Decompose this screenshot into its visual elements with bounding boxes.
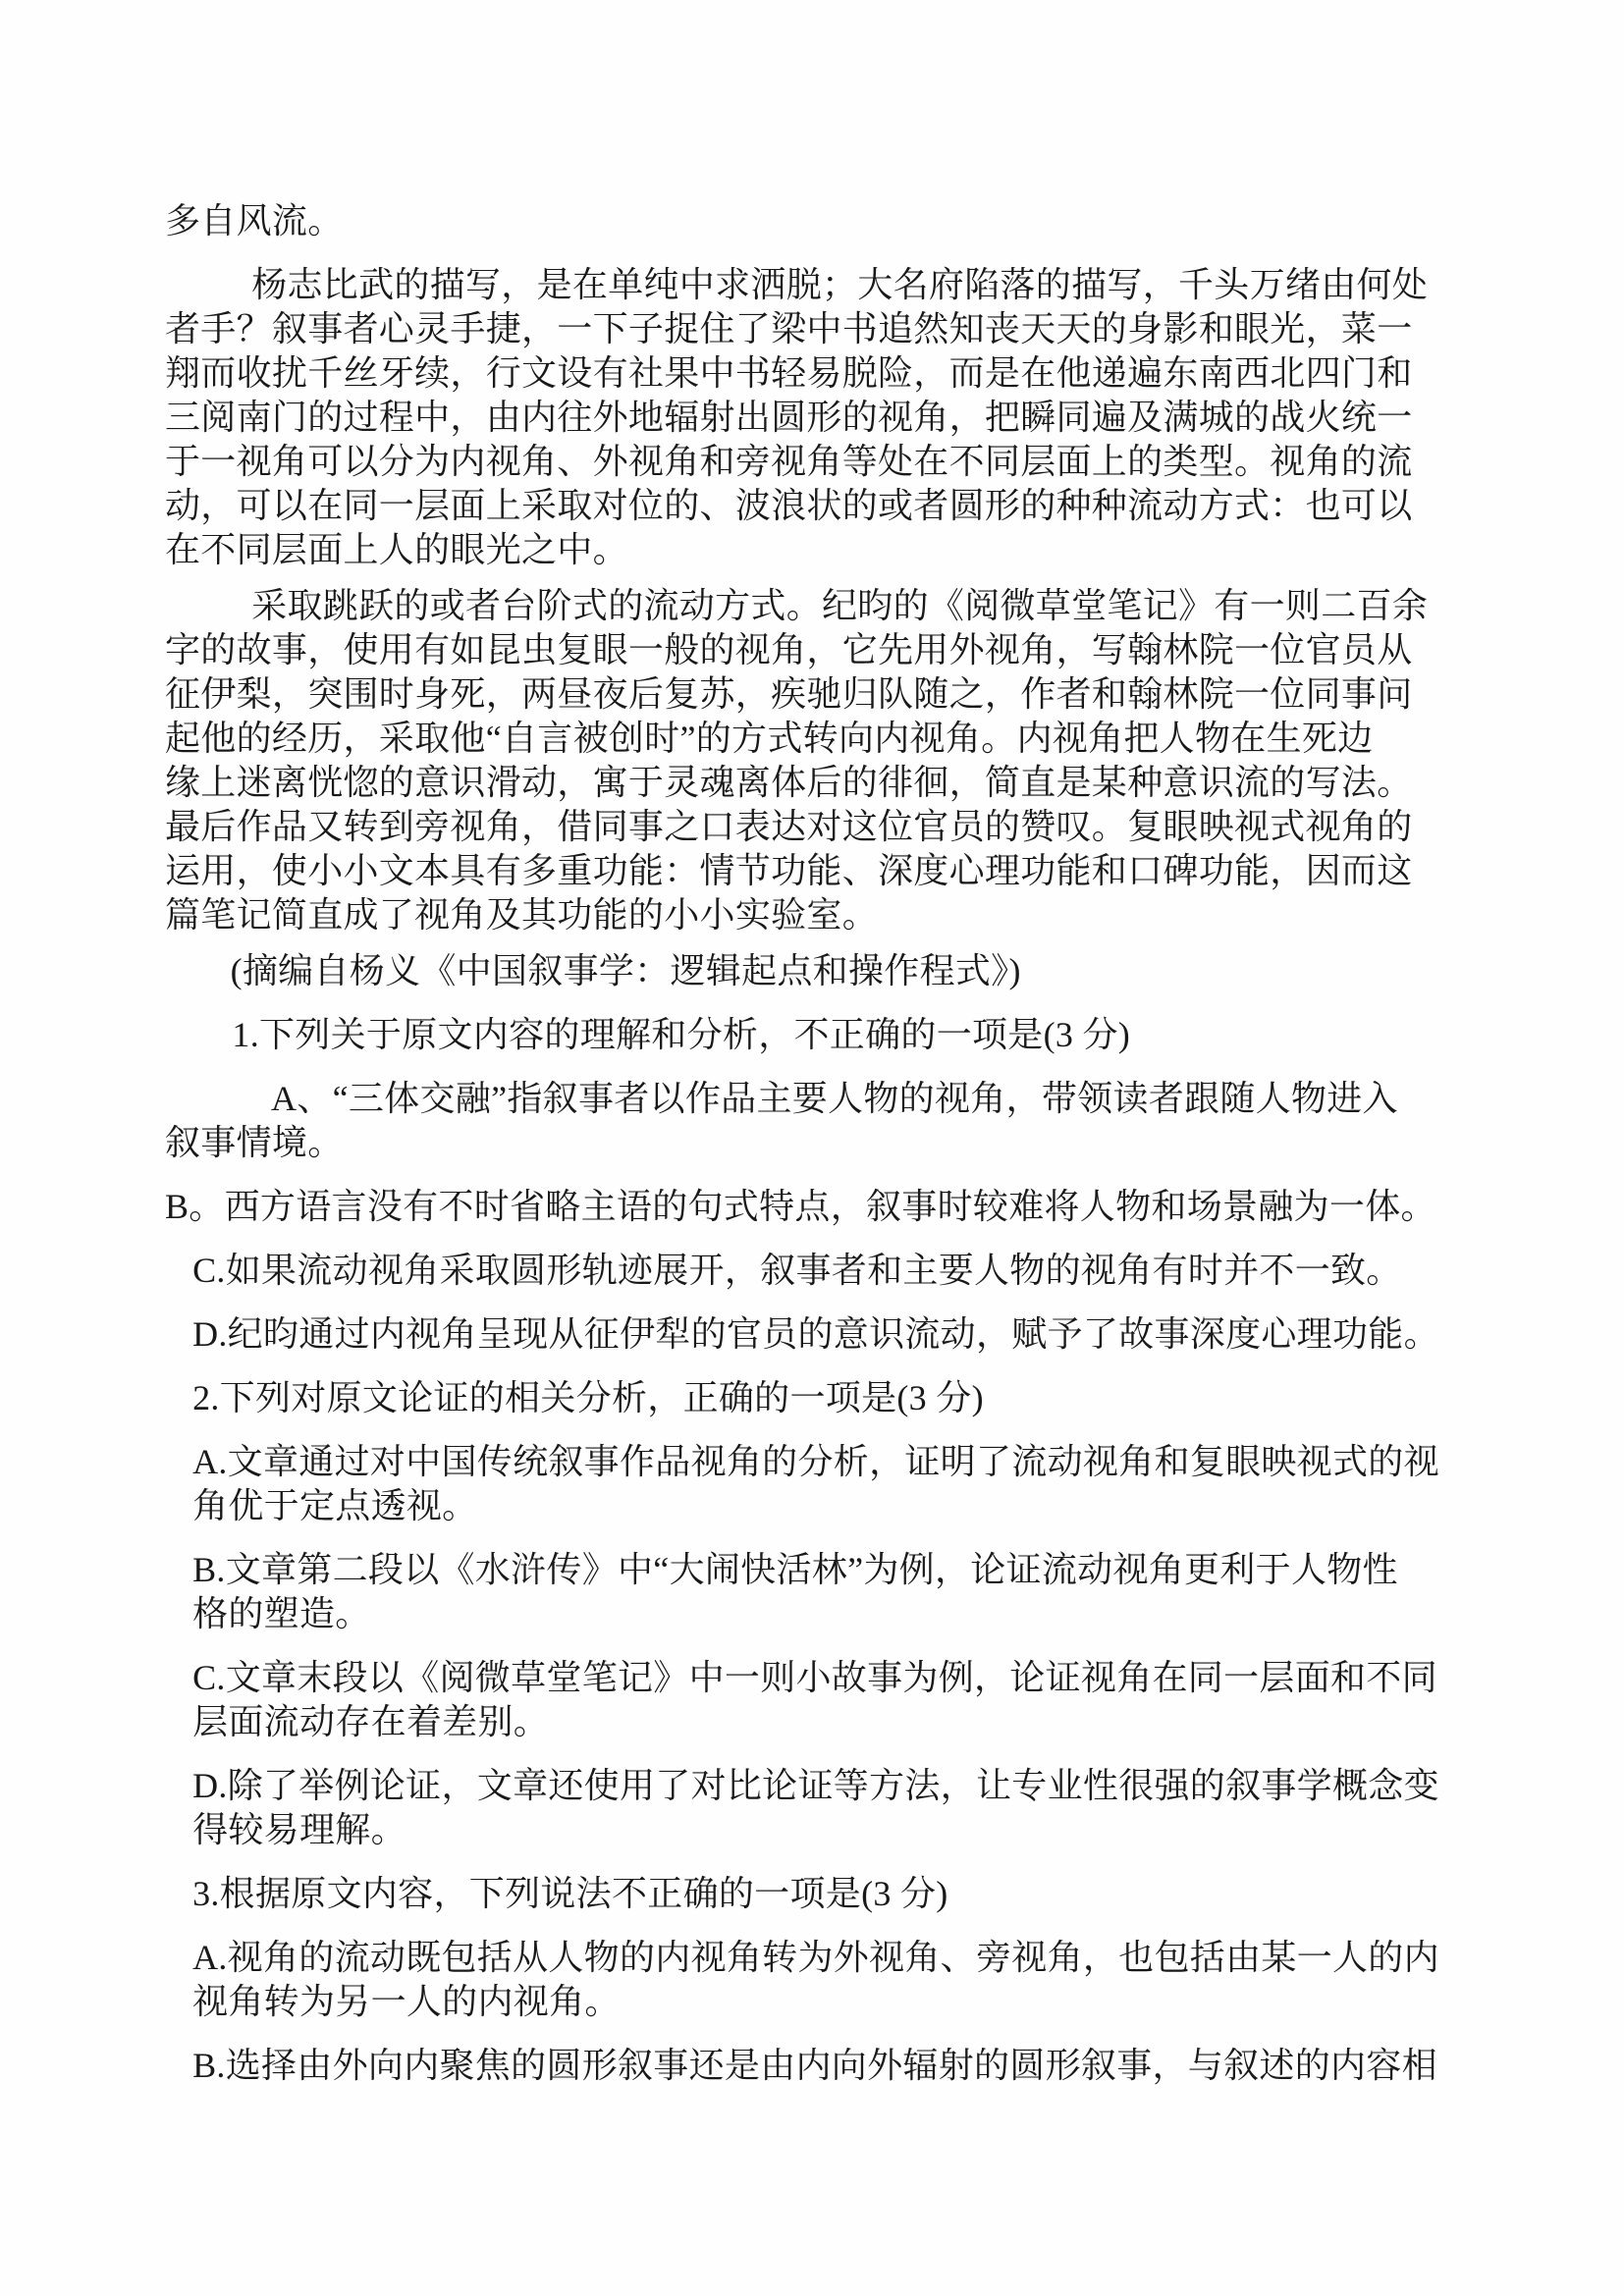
option-line: 得较易理解。 bbox=[192, 1810, 406, 1849]
option-line: D.除了举例论证，文章还使用了对比论证等方法，让专业性很强的叙事学概念变 bbox=[192, 1766, 1439, 1805]
option-line: A.文章通过对中国传统叙事作品视角的分析，证明了流动视角和复眼映视式的视 bbox=[192, 1442, 1439, 1481]
option-line: A、“三体交融”指叙事者以作品主要人物的视角，带领读者跟随人物进入 bbox=[271, 1079, 1398, 1118]
question-2-option-d bbox=[165, 1764, 1477, 1852]
question-1-option-a bbox=[165, 1077, 1477, 1165]
text-line: 动，可以在同一层面上采取对位的、波浪状的或者圆形的种种流动方式：也可以 bbox=[165, 486, 1413, 525]
question-1-option-d: D.纪昀通过内视角呈现从征伊犁的官员的意识流动，赋予了故事深度心理功能。 bbox=[192, 1314, 1439, 1354]
question-3-stem: 3.根据原文内容，下列说法不正确的一项是(3 分) bbox=[192, 1874, 948, 1913]
question-3-option-a bbox=[165, 1936, 1477, 2024]
question-2-stem: 2.下列对原文论证的相关分析，正确的一项是(3 分) bbox=[192, 1378, 984, 1417]
text-line: 篇笔记简直成了视角及其功能的小小实验室。 bbox=[165, 895, 879, 934]
option-line: 视角转为另一人的内视角。 bbox=[192, 1982, 621, 2021]
option-line: 格的塑造。 bbox=[192, 1594, 371, 1633]
text-line: 缘上迷离恍惚的意识滑动，寓于灵魂离体后的徘徊，简直是某种意识流的写法。 bbox=[165, 763, 1413, 802]
option-line: 角优于定点透视。 bbox=[192, 1486, 478, 1525]
question-2-option-b bbox=[165, 1548, 1477, 1636]
option-line: 层面流动存在着差别。 bbox=[192, 1702, 550, 1741]
question-1-stem: 1.下列关于原文内容的理解和分析，不正确的一项是(3 分) bbox=[232, 1015, 1131, 1054]
question-2-option-a bbox=[165, 1440, 1477, 1528]
paragraph-fragment-line: 多自风流。 bbox=[165, 201, 344, 240]
text-line: 于一视角可以分为内视角、外视角和旁视角等处在不同层面上的类型。视角的流 bbox=[165, 442, 1413, 481]
option-line: B.文章第二段以《水浒传》中“大闹快活林”为例，论证流动视角更利于人物性 bbox=[192, 1550, 1398, 1589]
question-1-option-c: C.如果流动视角采取圆形轨迹展开，叙事者和主要人物的视角有时并不一致。 bbox=[192, 1251, 1402, 1290]
text-line: 在不同层面上人的眼光之中。 bbox=[165, 530, 628, 569]
text-line: 最后作品又转到旁视角，借同事之口表达对这位官员的赞叹。复眼映视式视角的 bbox=[165, 807, 1413, 846]
option-line: A.视角的流动既包括从人物的内视角转为外视角、旁视角，也包括由某一人的内 bbox=[192, 1938, 1439, 1977]
option-line: 叙事情境。 bbox=[165, 1123, 344, 1162]
paragraph-1 bbox=[165, 263, 1477, 572]
text-line: 征伊梨，突围时身死，两昼夜后复苏，疾驰归队随之，作者和翰林院一位同事问 bbox=[165, 674, 1413, 714]
text-line: 者手？叙事者心灵手捷，一下子捉住了梁中书追然知丧天天的身影和眼光，菜一 bbox=[165, 309, 1413, 348]
option-line: C.文章末段以《阅微草堂笔记》中一则小故事为例，论证视角在同一层面和不同 bbox=[192, 1658, 1437, 1697]
paragraph-2 bbox=[165, 584, 1477, 937]
question-3-option-b: B.选择由外向内聚焦的圆形叙事还是由内向外辐射的圆形叙事，与叙述的内容相 bbox=[192, 2046, 1437, 2085]
text-line: 杨志比武的描写，是在单纯中求洒脱；大名府陷落的描写，千头万绪由何处 bbox=[251, 265, 1429, 304]
text-line: 翔而收扰千丝牙续，行文设有社果中书轻易脱险，而是在他递遍东南西北四门和 bbox=[165, 353, 1413, 393]
attribution-line: (摘编自杨义《中国叙事学：逻辑起点和操作程式》) bbox=[230, 951, 1021, 990]
question-2-option-c bbox=[165, 1656, 1477, 1744]
text-line: 运用，使小小文本具有多重功能：情节功能、深度心理功能和口碑功能，因而这 bbox=[165, 851, 1413, 890]
text-line: 起他的经历，采取他“自言被创时”的方式转向内视角。内视角把人物在生死边 bbox=[165, 719, 1374, 758]
text-line: 三阅南门的过程中，由内往外地辐射出圆形的视角，把瞬同遍及满城的战火统一 bbox=[165, 398, 1413, 437]
text-line: 字的故事，使用有如昆虫复眼一般的视角，它先用外视角，写翰林院一位官员从 bbox=[165, 630, 1413, 669]
question-1-option-b: B。西方语言没有不时省略主语的句式特点，叙事时较难将人物和场景融为一体。 bbox=[165, 1187, 1436, 1226]
text-line: 采取跳跃的或者台阶式的流动方式。纪昀的《阅微草堂笔记》有一则二百余 bbox=[251, 586, 1429, 625]
